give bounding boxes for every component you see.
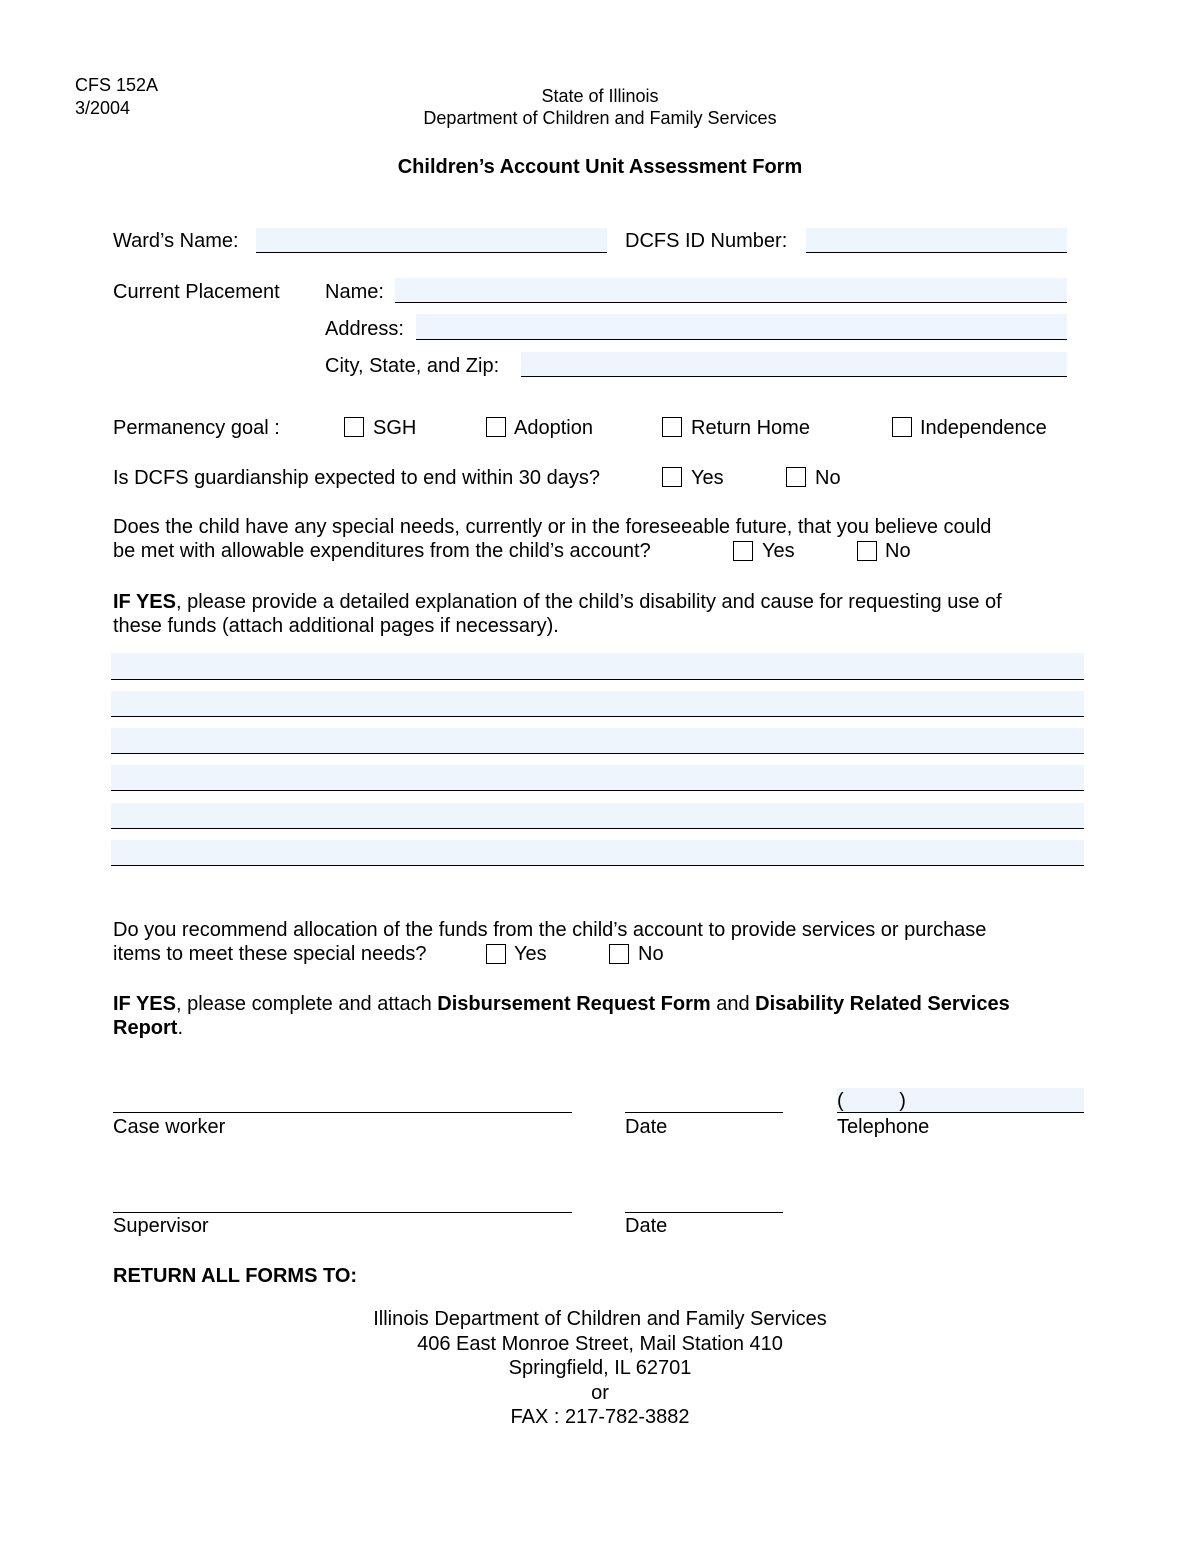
- explanation-instructions-line1: [113, 590, 1087, 615]
- explanation-instructions-line2: these funds (attach additional pages if necessary).: [113, 615, 559, 637]
- recommend-yes-label: Yes: [514, 943, 547, 965]
- case-worker-label: Case worker: [113, 1116, 226, 1138]
- state-name: State of Illinois: [541, 86, 659, 106]
- independence-label: Independence: [920, 417, 1047, 439]
- explanation-line-3[interactable]: [111, 728, 1084, 754]
- ward-name-label: Ward’s Name:: [113, 230, 239, 252]
- explanation-line-4[interactable]: [111, 765, 1084, 791]
- page-title: Children’s Account Unit Assessment Form: [397, 156, 803, 178]
- attach-period: .: [177, 1017, 184, 1039]
- placement-city-label: City, State, and Zip:: [325, 355, 500, 377]
- sgh-checkbox[interactable]: [344, 417, 364, 437]
- guardianship-no-label: No: [815, 467, 841, 489]
- placement-address-label: Address:: [325, 318, 404, 340]
- recommend-yes-checkbox[interactable]: [486, 944, 506, 964]
- telephone-area-code: ( ): [837, 1090, 906, 1112]
- telephone-field[interactable]: [837, 1088, 1084, 1113]
- case-worker-date-label: Date: [625, 1116, 668, 1138]
- supervisor-date-line[interactable]: [625, 1197, 783, 1213]
- permanency-goal-label: Permanency goal :: [113, 417, 280, 439]
- special-needs-no-label: No: [885, 540, 911, 562]
- return-home-checkbox[interactable]: [662, 417, 682, 437]
- placement-address-field[interactable]: [416, 314, 1067, 340]
- special-needs-yes-label: Yes: [762, 540, 795, 562]
- attach-instructions-line1: [113, 992, 1087, 1017]
- recommend-no-checkbox[interactable]: [609, 944, 629, 964]
- explanation-text-1: , please provide a detailed explanation of the child’s disability and cause for requesting use of: [176, 591, 1002, 613]
- if-yes-emphasis: IF YES: [113, 591, 176, 613]
- attach-instructions-line2: [113, 1017, 183, 1040]
- case-worker-signature-line[interactable]: [113, 1097, 572, 1113]
- explanation-line-6[interactable]: [111, 840, 1084, 866]
- dcfs-id-label: DCFS ID Number:: [625, 230, 788, 252]
- independence-checkbox[interactable]: [892, 417, 912, 437]
- disability-report-name: Disability Related Services: [755, 993, 1010, 1015]
- dcfs-id-field[interactable]: [806, 228, 1067, 253]
- current-placement-label: Current Placement: [113, 281, 280, 303]
- special-needs-no-checkbox[interactable]: [857, 541, 877, 561]
- return-fax: FAX : 217-782-3882: [510, 1406, 690, 1428]
- return-home-label: Return Home: [691, 417, 810, 439]
- guardianship-yes-label: Yes: [691, 467, 724, 489]
- department-name: Department of Children and Family Services: [423, 108, 777, 128]
- supervisor-label: Supervisor: [113, 1215, 209, 1237]
- ward-name-field[interactable]: [256, 228, 607, 253]
- recommend-question-line2: items to meet these special needs?: [113, 943, 427, 965]
- special-needs-question-line2: be met with allowable expenditures from the child’s account?: [113, 540, 651, 562]
- return-address-line2: 406 East Monroe Street, Mail Station 410: [417, 1333, 783, 1355]
- explanation-line-5[interactable]: [111, 803, 1084, 829]
- supervisor-signature-line[interactable]: [113, 1197, 572, 1213]
- placement-city-field[interactable]: [521, 352, 1067, 377]
- form-code: CFS 152A: [75, 75, 159, 95]
- attach-text-1: , please complete and attach: [176, 993, 438, 1015]
- adoption-checkbox[interactable]: [486, 417, 506, 437]
- attach-text-2: and: [710, 993, 756, 1015]
- recommend-question-line1: Do you recommend allocation of the funds from the child’s account to provide services or purchase: [113, 919, 987, 941]
- adoption-label: Adoption: [514, 417, 593, 439]
- return-address-line3: Springfield, IL 62701: [508, 1357, 692, 1379]
- special-needs-yes-checkbox[interactable]: [733, 541, 753, 561]
- supervisor-date-label: Date: [625, 1215, 668, 1237]
- sgh-label: SGH: [373, 417, 417, 439]
- form-date: 3/2004: [75, 98, 131, 118]
- guardianship-yes-checkbox[interactable]: [662, 467, 682, 487]
- case-worker-date-line[interactable]: [625, 1097, 783, 1113]
- recommend-no-label: No: [638, 943, 664, 965]
- special-needs-question-line1: Does the child have any special needs, currently or in the foreseeable future, that you believe could: [113, 516, 992, 538]
- explanation-line-1[interactable]: [111, 653, 1084, 680]
- return-address-line1: Illinois Department of Children and Family Services: [373, 1308, 827, 1330]
- disbursement-form-name: Disbursement Request Form: [437, 993, 711, 1015]
- attach-if-yes: IF YES: [113, 993, 176, 1015]
- return-address-or: or: [591, 1382, 609, 1404]
- placement-name-field[interactable]: [395, 278, 1067, 303]
- placement-name-label: Name:: [325, 281, 384, 303]
- guardianship-no-checkbox[interactable]: [786, 467, 806, 487]
- report-word: Report: [113, 1017, 178, 1039]
- guardianship-question: Is DCFS guardianship expected to end within 30 days?: [113, 467, 600, 489]
- explanation-line-2[interactable]: [111, 691, 1084, 717]
- return-heading: RETURN ALL FORMS TO:: [113, 1265, 358, 1287]
- telephone-label: Telephone: [837, 1116, 930, 1138]
